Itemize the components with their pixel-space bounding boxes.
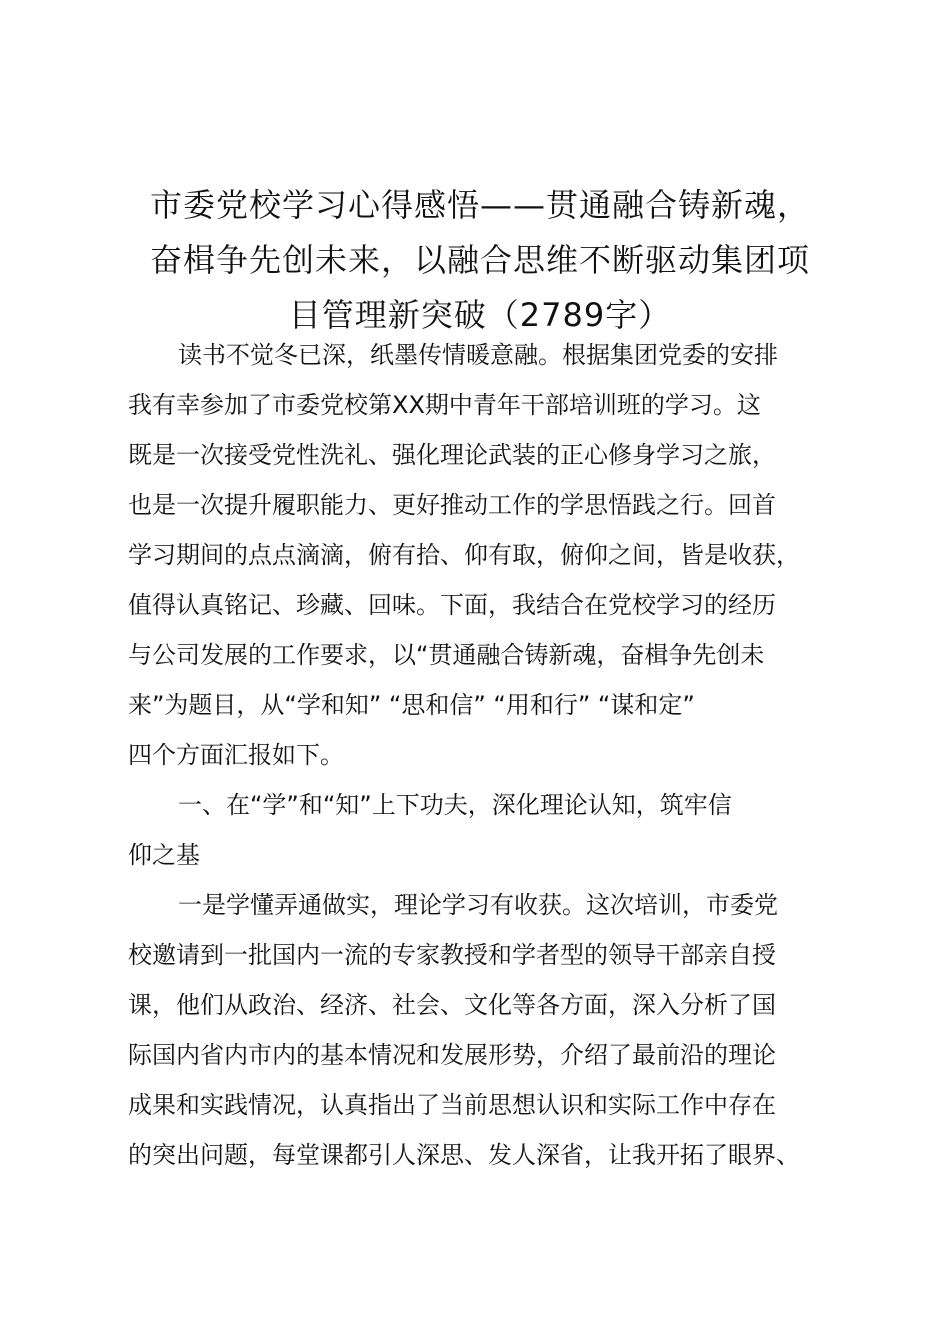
text-line: 也是一次提升履职能力、更好推动工作的学思悟践之行。回首 — [128, 491, 776, 519]
text-line: 际国内省内市内的基本情况和发展形势，介绍了最前沿的理论 — [128, 1041, 776, 1069]
section-heading-1 — [128, 780, 858, 880]
paragraph-intro — [128, 330, 858, 780]
text-line: 与公司发展的工作要求，以“贯通融合铸新魂，奋楫争先创未 — [128, 641, 765, 669]
text-line: 一是学懂弄通做实，理论学习有收获。这次培训，市委党 — [178, 891, 778, 919]
title-line: 市委党校学习心得感悟——贯通融合铸新魂， — [149, 186, 810, 224]
text-line: 来”为题目，从“学和知” “思和信” “用和行” “谋和定” — [128, 691, 695, 719]
text-line: 既是一次接受党性洗礼、强化理论武装的正心修身学习之旅， — [128, 441, 776, 469]
text-line: 学习期间的点点滴滴，俯有拾、仰有取，俯仰之间，皆是收获， — [128, 541, 800, 569]
document-title — [110, 178, 850, 343]
text-line: 的突出问题，每堂课都引人深思、发人深省，让我开拓了眼界、 — [128, 1141, 800, 1169]
text-line: 课，他们从政治、经济、社会、文化等各方面，深入分析了国 — [128, 991, 776, 1019]
text-line: 值得认真铭记、珍藏、回味。下面，我结合在党校学习的经历 — [128, 591, 776, 619]
heading-line: 仰之基 — [128, 841, 200, 869]
text-line: 我有幸参加了市委党校第XX期中青年干部培训班的学习。这 — [128, 391, 761, 419]
document-body — [128, 330, 858, 1180]
text-line: 读书不觉冬已深，纸墨传情暖意融。根据集团党委的安排 — [178, 341, 778, 369]
text-line: 校邀请到一批国内一流的专家教授和学者型的领导干部亲自授 — [128, 941, 776, 969]
text-line: 四个方面汇报如下。 — [128, 741, 344, 769]
title-line: 奋楫争先创未来，以融合思维不断驱动集团项 — [149, 241, 810, 279]
heading-line: 一、在“学”和“知”上下功夫，深化理论认知，筑牢信 — [178, 791, 732, 819]
title-line: 目管理新突破（2789字） — [288, 296, 672, 334]
text-line: 成果和实践情况，认真指出了当前思想认识和实际工作中存在 — [128, 1091, 776, 1119]
paragraph-section-1 — [128, 880, 858, 1180]
